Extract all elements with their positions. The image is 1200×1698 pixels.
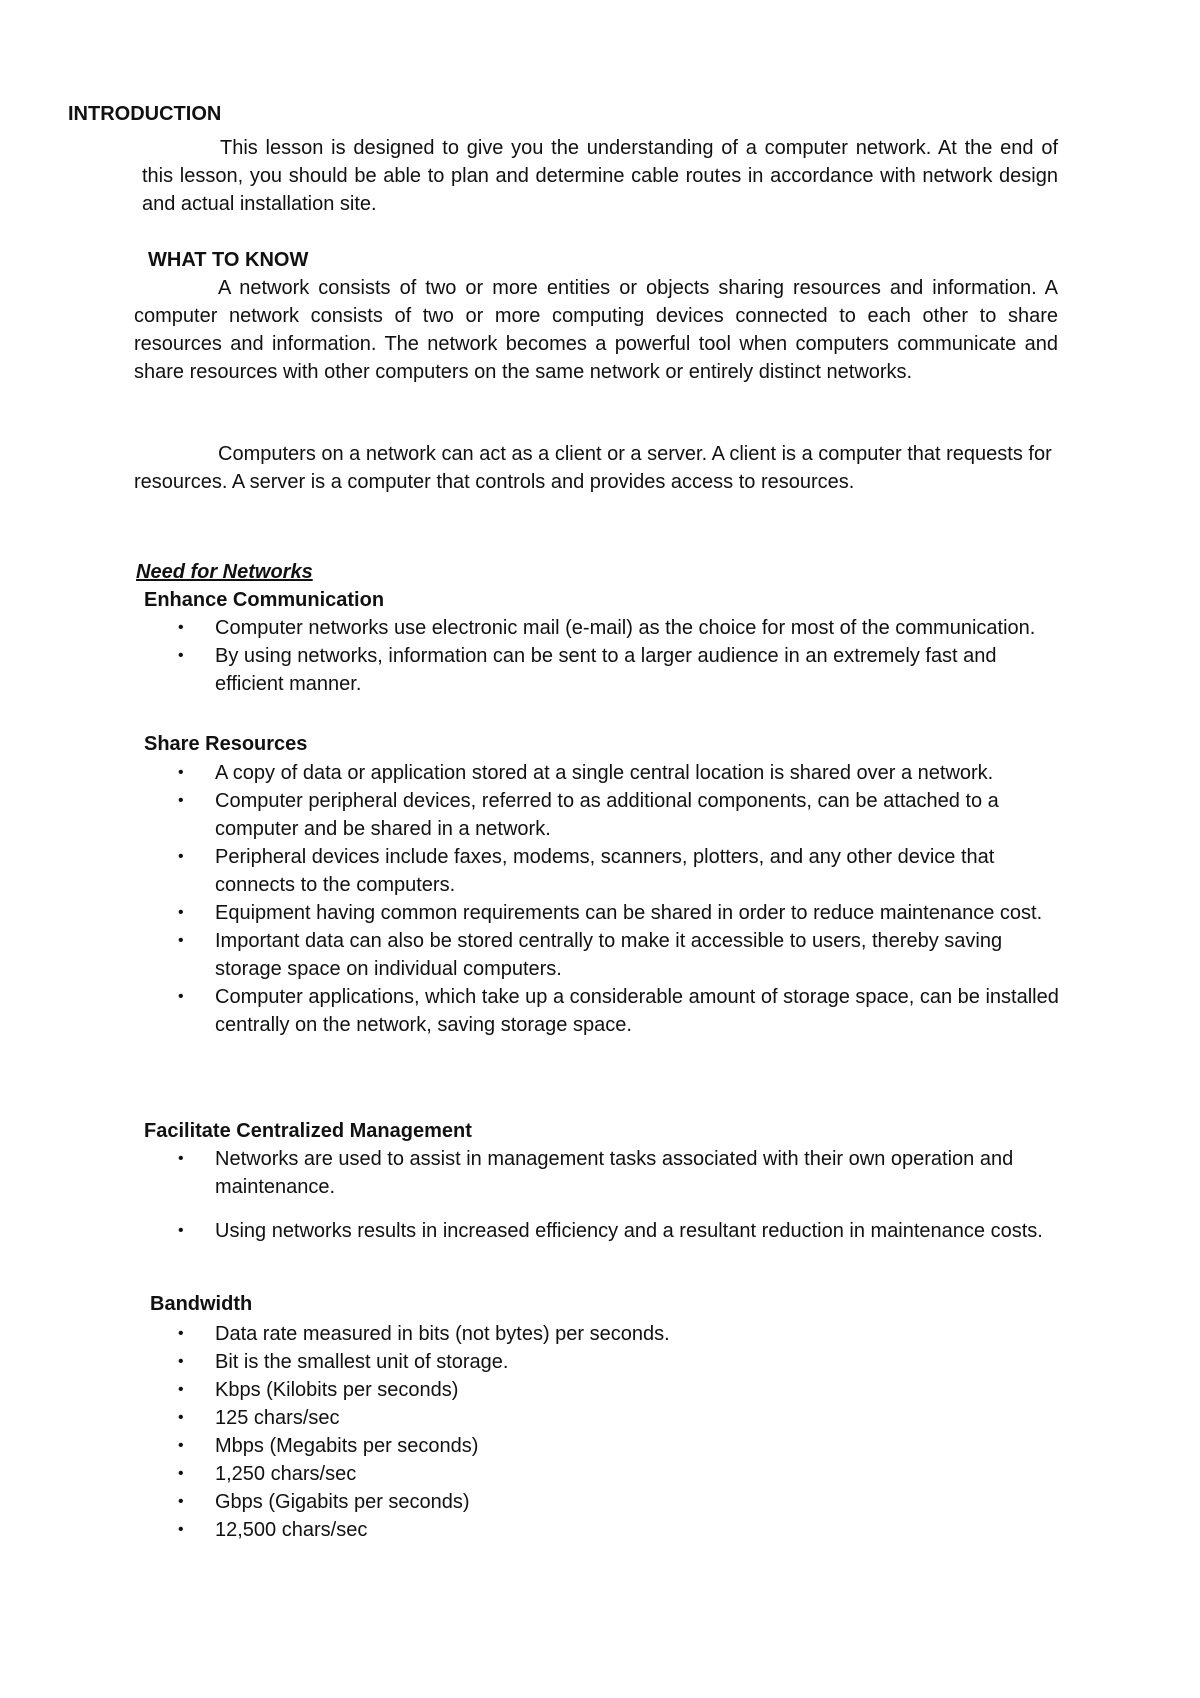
bullet-icon: • [178,904,184,921]
bullet-icon: • [178,848,184,865]
introduction-paragraph: This lesson is designed to give you the understanding of a computer network. At the end of this lesson, you should be able to plan and determine cable routes in accordance with network design and actual installation site. [142,137,1058,215]
list-item: • 1,250 chars/sec [136,1460,1066,1488]
bullet-icon: • [178,988,184,1005]
enhance-communication-list [136,614,1066,698]
list-item: • Mbps (Megabits per seconds) [136,1432,1066,1460]
centralized-management-list [136,1145,1066,1245]
bullet-icon: • [178,1325,184,1342]
list-item: • Gbps (Gigabits per seconds) [136,1488,1066,1516]
list-item: • Networks are used to assist in management tasks associated with their own operation and maintenance. [136,1145,1066,1201]
bullet-icon: • [178,1465,184,1482]
list-item: • By using networks, information can be sent to a larger audience in an extremely fast and efficient manner. [136,642,1066,698]
what-to-know-paragraph-2: Computers on a network can act as a client or a server. A client is a computer that requests for resources. A server is a computer that controls and provides access to resources. [134,443,1052,493]
share-resources-list [136,759,1066,1039]
bandwidth-heading: Bandwidth [150,1293,253,1315]
list-item: • A copy of data or application stored at a single central location is shared over a network. [136,759,1066,787]
bandwidth-list [136,1320,1066,1544]
bullet-icon: • [178,1437,184,1454]
enhance-communication-heading: Enhance Communication [144,589,385,611]
bullet-icon: • [178,1493,184,1510]
bullet-icon: • [178,764,184,781]
list-item: • Peripheral devices include faxes, modems, scanners, plotters, and any other device that connects to the computers. [136,843,1066,899]
bullet-icon: • [178,932,184,949]
bullet-icon: • [178,1150,184,1167]
list-item: • Using networks results in increased efficiency and a resultant reduction in maintenance costs. [136,1217,1066,1245]
bullet-icon: • [178,647,184,664]
bullet-icon: • [178,792,184,809]
need-for-networks-heading: Need for Networks [136,561,313,583]
centralized-management-heading: Facilitate Centralized Management [144,1120,472,1142]
list-item: • Kbps (Kilobits per seconds) [136,1376,1066,1404]
bullet-icon: • [178,1409,184,1426]
share-resources-heading: Share Resources [144,733,308,755]
what-to-know-paragraph-1: A network consists of two or more entities or objects sharing resources and information. A computer network consists of two or more computing devices connected to each other to share resources and information. The network becomes a powerful tool when computers communicate and share resources with other computers on the same network or entirely distinct networks. [134,277,1058,383]
list-item: • Important data can also be stored centrally to make it accessible to users, thereby saving storage space on individual computers. [136,927,1066,983]
what-to-know-heading: WHAT TO KNOW [148,249,309,271]
bullet-icon: • [178,1353,184,1370]
bullet-icon: • [178,1381,184,1398]
list-item: • 125 chars/sec [136,1404,1066,1432]
list-item: • Computer peripheral devices, referred to as additional components, can be attached to a computer and be shared in a network. [136,787,1066,843]
bullet-icon: • [178,1222,184,1239]
bullet-icon: • [178,1521,184,1538]
list-item: • Equipment having common requirements can be shared in order to reduce maintenance cost. [136,899,1066,927]
list-item: • Bit is the smallest unit of storage. [136,1348,1066,1376]
bullet-icon: • [178,619,184,636]
list-item: • Computer applications, which take up a considerable amount of storage space, can be installed centrally on the network, saving storage space. [136,983,1066,1039]
list-item: • 12,500 chars/sec [136,1516,1066,1544]
list-item: • Computer networks use electronic mail (e-mail) as the choice for most of the communication. [136,614,1066,642]
list-item: • Data rate measured in bits (not bytes) per seconds. [136,1320,1066,1348]
introduction-heading: INTRODUCTION [68,103,222,125]
